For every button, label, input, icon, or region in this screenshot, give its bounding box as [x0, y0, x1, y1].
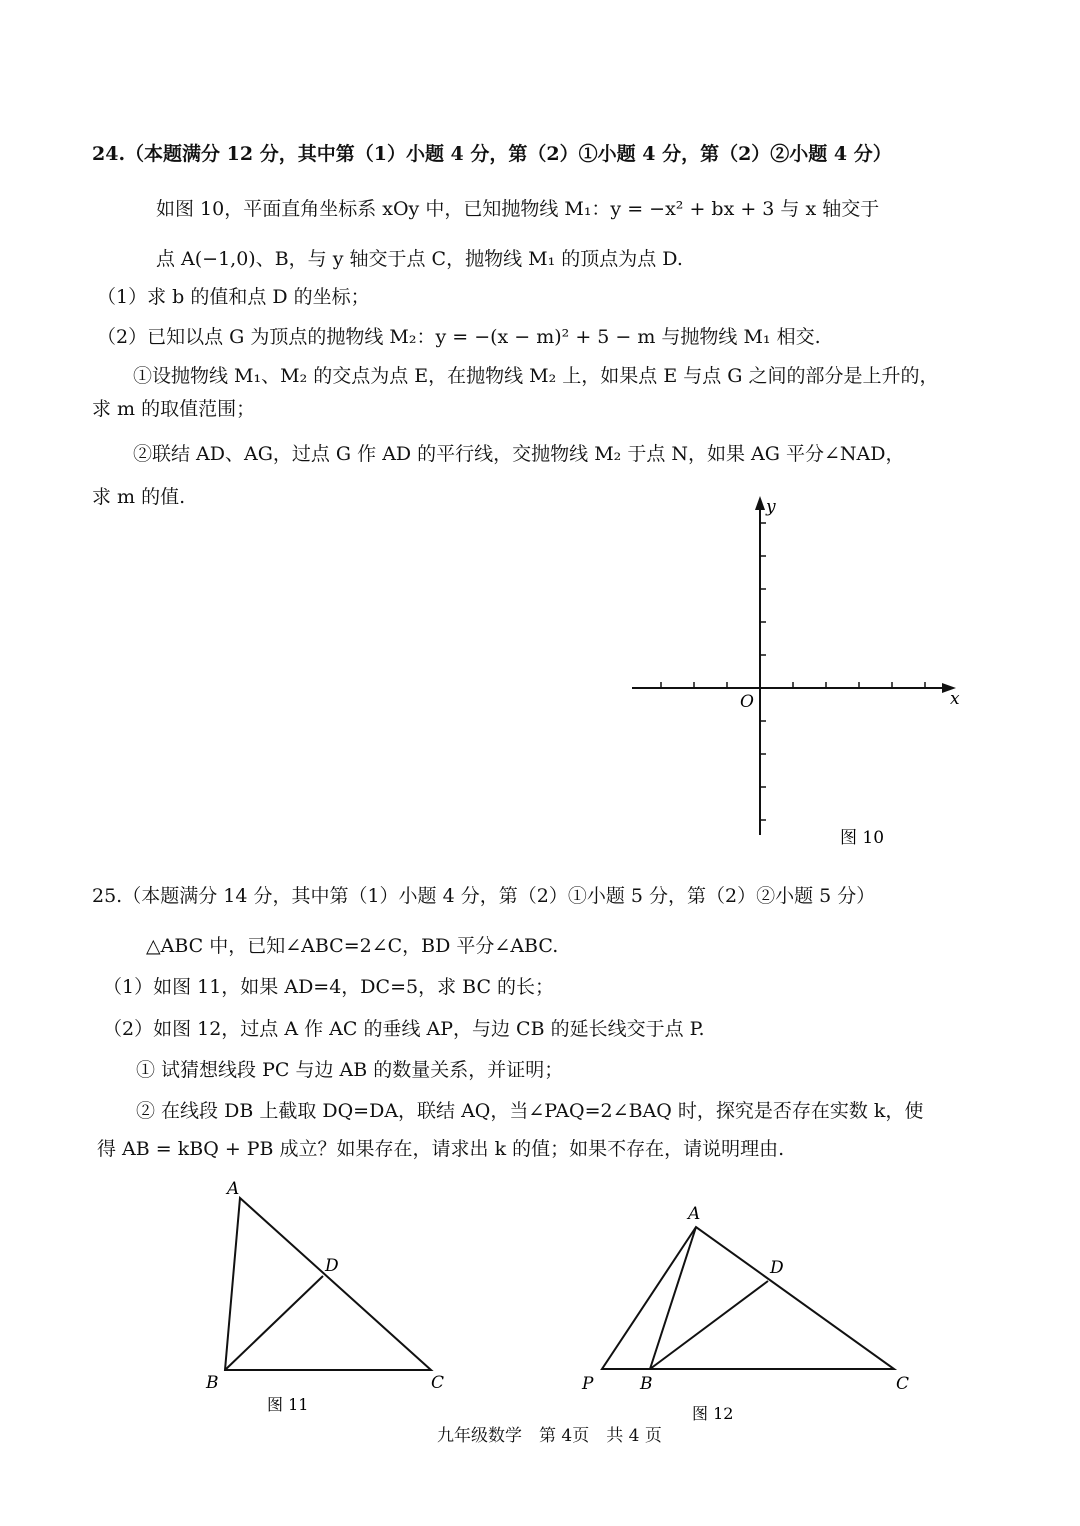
figure-10-caption: 图 10 [840, 828, 885, 848]
label-a: A [688, 1204, 701, 1224]
segment-bd [225, 1276, 323, 1370]
triangle-apc [602, 1227, 894, 1369]
q25-part2: （2）如图 12，过点 A 作 AC 的垂线 AP，与边 CB 的延长线交于点 P. [103, 1018, 705, 1040]
q24-sub1-line1: ①设抛物线 M₁、M₂ 的交点为点 E，在抛物线 M₂ 上，如果点 E 与点 G 之间的部分是上升的， [133, 365, 939, 387]
q25-stem: △ABC 中，已知∠ABC=2∠C，BD 平分∠ABC. [146, 935, 559, 957]
origin-label: O [740, 692, 754, 712]
triangle-abc [225, 1198, 431, 1370]
label-c: C [431, 1373, 445, 1393]
q24-sub2-line1: ②联结 AD、AG，过点 G 作 AD 的平行线，交抛物线 M₂ 于点 N，如果 AG 平分∠NAD， [133, 443, 905, 465]
label-b: B [206, 1373, 219, 1393]
x-axis-label: x [950, 689, 960, 709]
q24-sub1-line2: 求 m 的取值范围； [92, 398, 256, 420]
page-footer: 九年级数学 第 4页 共 4 页 [437, 1426, 662, 1446]
label-d: D [770, 1258, 784, 1278]
q25-part1: （1）如图 11，如果 AD=4，DC=5，求 BC 的长； [103, 976, 555, 998]
figure-10-axes [620, 490, 990, 860]
figure-11-caption: 图 11 [267, 1395, 309, 1414]
q25-sub2-line2: 得 AB = kBQ + PB 成立？如果存在，请求出 k 的值；如果不存在，请说明理由. [97, 1138, 785, 1160]
figure-11 [195, 1170, 465, 1420]
label-a: A [227, 1179, 240, 1199]
q24-stem-line2: 点 A(−1,0)、B，与 y 轴交于点 C，抛物线 M₁ 的顶点为点 D. [156, 248, 683, 270]
label-d: D [325, 1256, 339, 1276]
figure-12 [570, 1195, 920, 1430]
q24-part2: （2）已知以点 G 为顶点的抛物线 M₂：y = −(x − m)² + 5 − m 与抛物线 M₁ 相交. [97, 326, 821, 348]
q25-sub1: ① 试猜想线段 PC 与边 AB 的数量关系，并证明； [136, 1059, 564, 1081]
label-b: B [640, 1374, 653, 1394]
y-axis-arrow-icon [755, 496, 765, 510]
q24-part1: （1）求 b 的值和点 D 的坐标； [97, 286, 370, 308]
label-c: C [896, 1374, 910, 1394]
q24-sub2-line2: 求 m 的值. [92, 486, 186, 508]
segment-ab [650, 1227, 696, 1369]
q24-stem-line1: 如图 10，平面直角坐标系 xOy 中，已知抛物线 M₁：y = −x² + bx + 3 与 x 轴交于 [156, 198, 880, 220]
figure-12-caption: 图 12 [692, 1404, 734, 1423]
q24-header: 24.（本题满分 12 分，其中第（1）小题 4 分，第（2）①小题 4 分，第（2）②小题 4 分） [92, 143, 892, 165]
label-p: P [582, 1374, 594, 1394]
y-axis-label: y [766, 497, 776, 517]
q25-sub2-line1: ② 在线段 DB 上截取 DQ=DA，联结 AQ，当∠PAQ=2∠BAQ 时，探究是否存在实数 k，使 [136, 1100, 924, 1122]
q25-header: 25.（本题满分 14 分，其中第（1）小题 4 分，第（2）①小题 5 分，第（2）②小题 5 分） [92, 885, 876, 907]
segment-bd [650, 1281, 768, 1369]
